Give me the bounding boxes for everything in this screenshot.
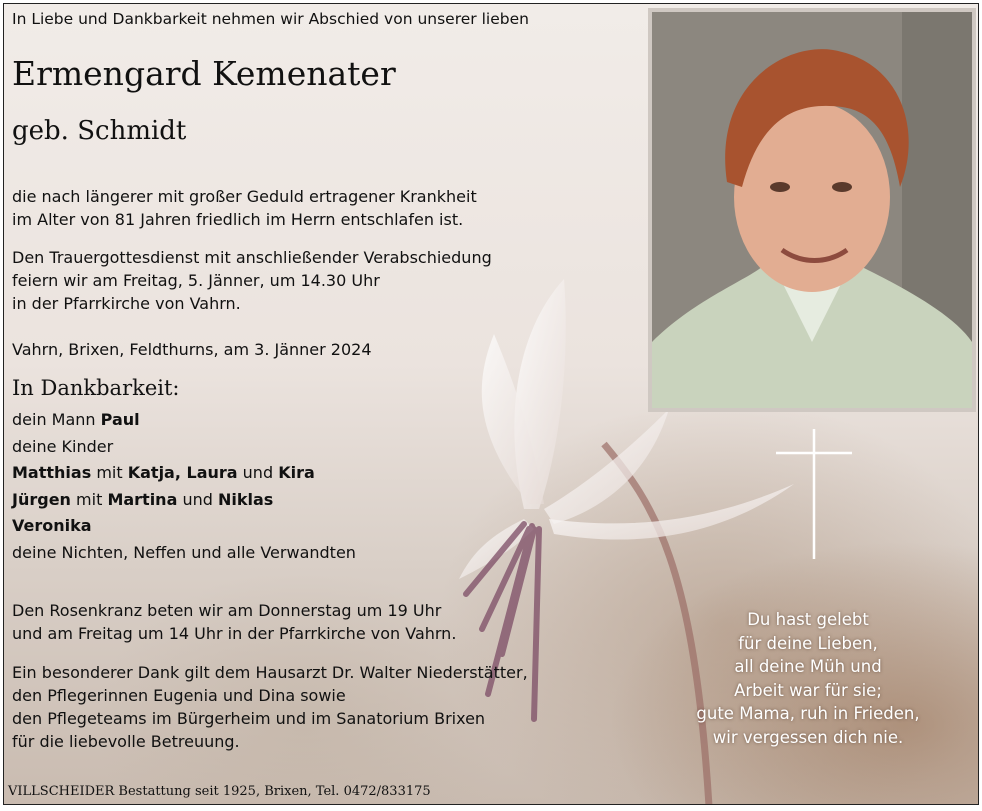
place-date: Vahrn, Brixen, Feldthurns, am 3. Jänner 2024 [12,340,372,359]
connector: mit [96,463,123,483]
poem-line: Arbeit war für sie; [734,680,882,700]
obituary-notice [3,3,979,805]
service-line: in der Pfarrkirche von Vahrn. [12,294,241,313]
passing-line: im Alter von 81 Jahren friedlich im Herrn entschlafen ist. [12,210,464,229]
service-paragraph [12,246,492,315]
grandchild-name: Kira [278,463,315,483]
thanks-paragraph [12,661,528,753]
memorial-poem [658,608,958,750]
deceased-name: Ermengard Kemenater [12,54,396,93]
thanks-line: für die liebevolle Betreuung. [12,732,240,751]
list-item [12,407,356,434]
portrait-photo [648,8,976,412]
husband-prefix: dein Mann [12,410,96,429]
poem-line: wir vergessen dich nie. [712,727,904,747]
list-item [12,460,356,487]
thanks-line: Ein besonderer Dank gilt dem Hausarzt Dr. Walter Niederstätter, [12,663,528,682]
passing-line: die nach längerer mit großer Geduld ertragener Krankheit [12,187,477,206]
gratitude-heading: In Dankbarkeit: [12,376,180,400]
connector: mit [76,489,103,509]
husband-name: Paul [100,410,140,429]
partner-name: Martina [107,489,178,509]
poem-line: gute Mama, ruh in Frieden, [696,704,920,724]
poem-line: für deine Lieben, [738,633,878,653]
family-list [12,407,356,567]
relatives-text: deine Nichten, Neffen und alle Verwandten [12,542,356,562]
list-item [12,434,356,461]
list-item [12,540,356,567]
child-name: Jürgen [12,489,71,509]
service-line: Den Trauergottesdienst mit anschließender Verabschiedung [12,248,492,267]
partner-name: Katja, Laura [127,463,238,483]
service-line: feiern wir am Freitag, 5. Jänner, um 14.30 Uhr [12,271,380,290]
children-label: deine Kinder [12,436,114,456]
child-name: Matthias [12,463,92,483]
grandchild-name: Niklas [218,489,274,509]
funeral-home-footer: VILLSCHEIDER Bestattung seit 1925, Brixen, Tel. 0472/833175 [8,784,431,799]
rosary-paragraph [12,599,456,645]
rosary-line: Den Rosenkranz beten wir am Donnerstag um 19 Uhr [12,601,442,620]
birth-name: geb. Schmidt [12,116,187,146]
connector: und [182,489,213,509]
thanks-line: den Pflegeteams im Bürgerheim und im Sanatorium Brixen [12,709,486,728]
list-item [12,513,356,540]
cross-icon [774,429,854,559]
portrait-icon [652,12,972,408]
poem-line: all deine Müh und [734,657,882,677]
passing-paragraph [12,185,477,231]
child-name: Veronika [12,516,92,536]
thanks-line: den Pflegerinnen Eugenia und Dina sowie [12,686,346,705]
rosary-line: und am Freitag um 14 Uhr in der Pfarrkirche von Vahrn. [12,624,457,643]
list-item [12,487,356,514]
intro-text: In Liebe und Dankbarkeit nehmen wir Abschied von unserer lieben [12,10,529,28]
connector: und [242,463,274,483]
poem-line: Du hast gelebt [747,610,869,629]
